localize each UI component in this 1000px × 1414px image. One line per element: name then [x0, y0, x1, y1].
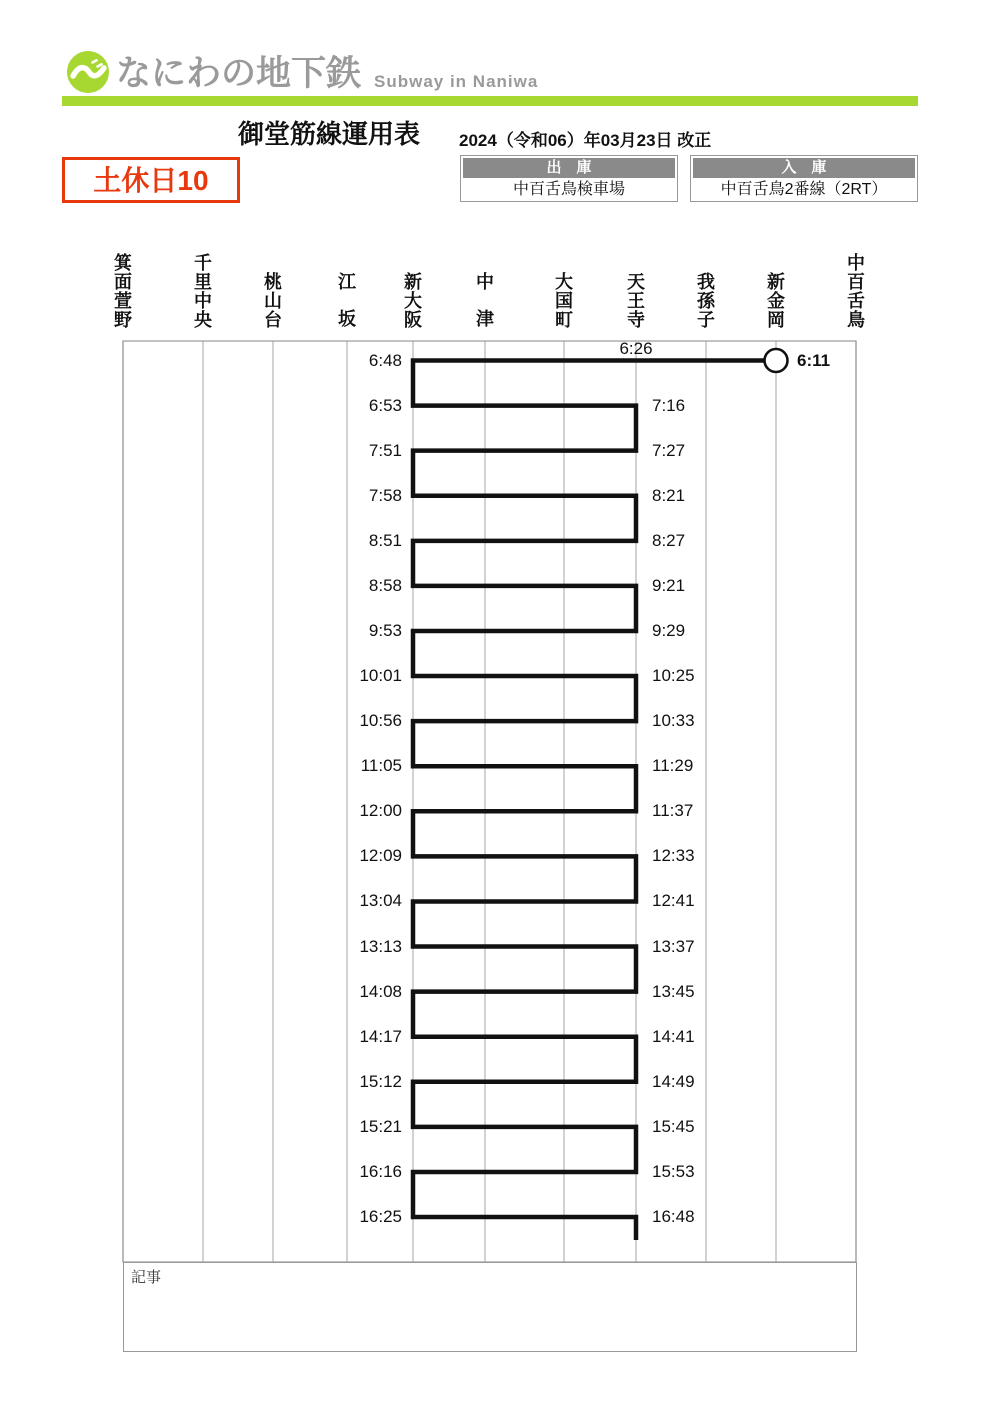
time-label-shin-osaka: 12:00 — [359, 801, 402, 821]
station-label-char: 百 — [847, 272, 865, 292]
station-label-char: 坂 — [338, 309, 356, 329]
time-label-shin-osaka: 6:53 — [368, 395, 402, 415]
station-label-char: 桃 — [264, 272, 282, 292]
logo-text: なにわの地下鉄 — [116, 54, 362, 93]
time-label-shin-osaka: 13:13 — [359, 936, 402, 956]
time-label-tennoji: 15:53 — [652, 1161, 695, 1181]
notes-box — [123, 1262, 857, 1352]
time-label-shin-osaka: 16:25 — [359, 1207, 402, 1227]
station-label-char: 新 — [404, 272, 422, 292]
station-label-char: 金 — [767, 291, 785, 311]
time-label-shin-osaka: 7:58 — [368, 485, 402, 505]
station-label-char: 新 — [767, 272, 785, 292]
station-label-char: 萱 — [114, 291, 132, 311]
time-label-shin-osaka: 14:08 — [359, 981, 402, 1001]
station-label-char: 台 — [264, 310, 282, 330]
diagram-frame — [123, 341, 856, 1262]
time-label-tennoji: 12:41 — [652, 891, 695, 911]
station-label-char: 阪 — [404, 310, 422, 330]
station-label-char: 中 — [476, 272, 494, 292]
time-label-shin-osaka: 10:01 — [359, 666, 402, 686]
time-label-shin-osaka: 15:12 — [359, 1071, 402, 1091]
station-label-char: 中 — [847, 253, 865, 273]
station-label-char: 大 — [404, 291, 422, 311]
time-label-tennoji: 11:37 — [652, 801, 694, 821]
station-label-char: 舌 — [847, 291, 865, 311]
time-label-shin-osaka: 6:48 — [368, 350, 402, 370]
time-label-tennoji: 8:21 — [652, 485, 686, 505]
station-label-char: 町 — [555, 310, 573, 330]
time-label-shin-osaka: 12:09 — [359, 846, 402, 866]
station-label-char: 天 — [627, 272, 645, 292]
station-label-char: 鳥 — [847, 310, 865, 330]
time-label-shin-osaka: 8:58 — [368, 575, 402, 595]
depot-in-header: 入 庫 — [693, 158, 915, 178]
time-label-tennoji: 8:27 — [652, 530, 686, 550]
station-label-char: 野 — [114, 310, 132, 330]
logo-subtext: Subway in Naniwa — [374, 72, 539, 91]
time-label-tennoji: 12:33 — [652, 846, 695, 866]
station-label-char: 江 — [338, 272, 356, 292]
station-label-char: 千 — [194, 253, 212, 273]
time-label-tennoji: 13:37 — [652, 936, 695, 956]
time-label-tennoji: 7:27 — [652, 440, 686, 460]
time-label-tennoji: 16:48 — [652, 1207, 695, 1227]
time-label-shin-osaka: 7:51 — [368, 440, 402, 460]
page-title: 御堂筋線運用表 — [238, 119, 421, 149]
time-label-tennoji: 11:29 — [652, 756, 694, 776]
station-label-char: 我 — [697, 272, 715, 292]
time-label-tennoji: 10:33 — [652, 711, 695, 731]
depot-out-header: 出 庫 — [463, 158, 675, 178]
station-label-char: 岡 — [767, 310, 785, 330]
revision-date: 2024（令和06）年03月23日 改正 — [459, 131, 712, 150]
time-label-shin-osaka: 10:56 — [359, 711, 402, 731]
time-label-tennoji: 9:29 — [652, 620, 686, 640]
depot-in-value: 中百舌鳥2番線（2RT） — [720, 181, 888, 198]
station-label-char: 子 — [697, 310, 715, 330]
station-label-char: 寺 — [627, 310, 645, 330]
station-label-char: 国 — [555, 291, 573, 311]
time-label-shin-osaka: 9:53 — [368, 620, 402, 640]
depot-out-value: 中百舌鳥検車場 — [512, 181, 625, 198]
station-label-char: 山 — [264, 291, 282, 311]
time-label-tennoji: 15:45 — [652, 1116, 695, 1136]
depot-out-circle-icon — [765, 349, 788, 372]
station-label-char: 箕 — [114, 253, 132, 273]
time-label-shin-osaka: 14:17 — [359, 1026, 402, 1046]
notes-label: 記事 — [131, 1269, 162, 1286]
station-label-char: 里 — [194, 272, 212, 292]
time-label-tennoji: 10:25 — [652, 666, 695, 686]
time-label-tennoji: 14:41 — [652, 1026, 695, 1046]
time-label-shin-osaka: 15:21 — [359, 1116, 402, 1136]
station-label-char: 大 — [555, 272, 573, 292]
station-label-char: 面 — [114, 272, 132, 292]
duty-number-badge: 土休日10 — [62, 157, 240, 203]
station-label-char: 中 — [194, 291, 212, 311]
time-label-tennoji: 7:16 — [652, 395, 686, 415]
time-label-shin-osaka: 11:05 — [360, 756, 402, 776]
time-label-tennoji: 14:49 — [652, 1071, 695, 1091]
depot-out-time: 6:11 — [797, 350, 831, 370]
time-label-shin-osaka: 16:16 — [359, 1161, 402, 1181]
time-label-shin-osaka: 8:51 — [368, 530, 402, 550]
station-label-char: 王 — [627, 291, 645, 311]
station-label-char: 央 — [194, 310, 212, 330]
station-label-char: 孫 — [697, 291, 715, 311]
time-label-tennoji: 13:45 — [652, 981, 695, 1001]
time-label-shin-osaka: 13:04 — [359, 891, 402, 911]
station-label-char: 津 — [476, 309, 494, 329]
time-label-tennoji: 9:21 — [652, 575, 686, 595]
pass-time-label: 6:26 — [619, 339, 653, 358]
